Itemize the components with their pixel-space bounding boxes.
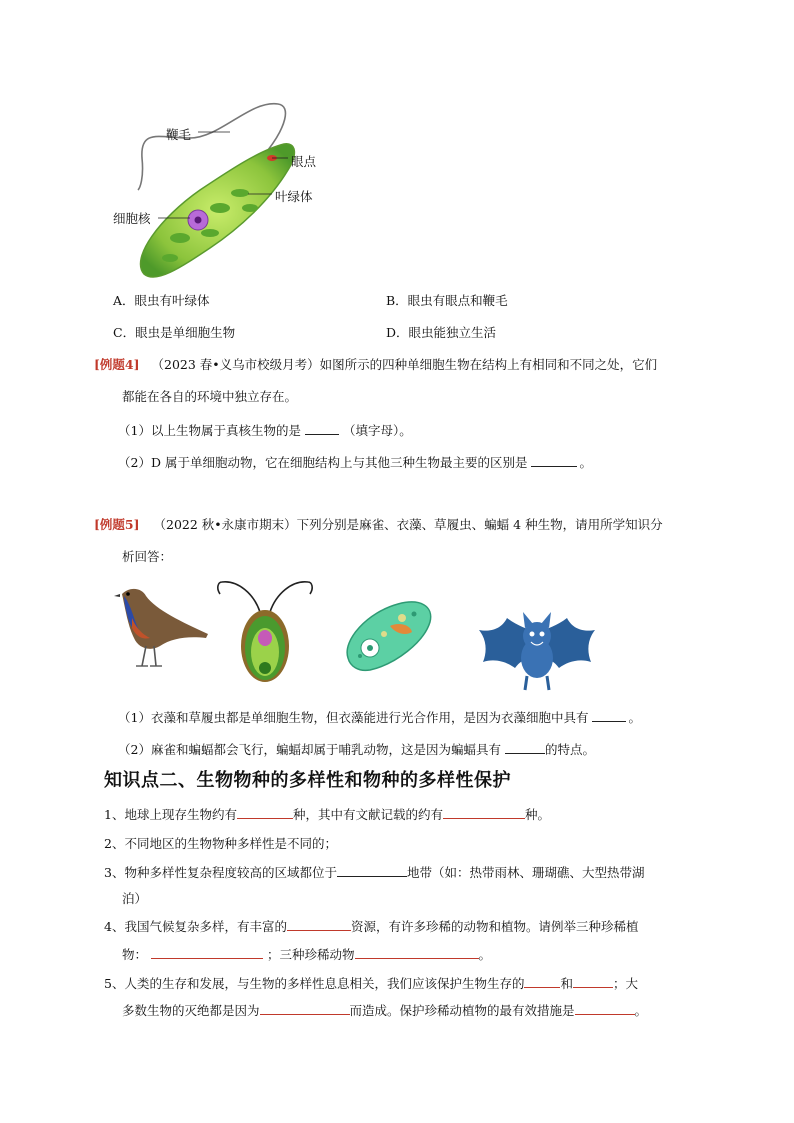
paramecium-image xyxy=(340,596,436,676)
point-5-cont: 多数生物的灭绝都是因为 而造成。保护珍稀动植物的最有效措施是 。 xyxy=(122,1003,648,1018)
example4-q1: （1）以上生物属于真核生物的是 （填字母）。 xyxy=(118,423,412,438)
point-5-blank-2[interactable] xyxy=(573,975,613,988)
bat-image xyxy=(477,606,597,694)
example5-stem-text: （2022 秋•永康市期末）下列分别是麻雀、衣藻、草履虫、蝙蝠 4 种生物，请用所学知识分 xyxy=(153,517,663,532)
option-d: D．眼虫能独立生活 xyxy=(386,325,497,340)
flagellum-label: 鞭毛 xyxy=(166,127,192,142)
nucleus-label: 细胞核 xyxy=(113,211,151,226)
eyespot-label: 眼点 xyxy=(291,154,317,169)
point-5-blank-1[interactable] xyxy=(524,975,560,988)
example5-stem-line2: 析回答： xyxy=(122,549,173,564)
point-4-blank-2[interactable] xyxy=(151,946,263,959)
option-a: A．眼虫有叶绿体 xyxy=(113,293,210,308)
example4-q1-blank[interactable] xyxy=(305,422,339,435)
example5-q2-blank[interactable] xyxy=(505,741,545,754)
chloroplast-label: 叶绿体 xyxy=(275,189,313,204)
point-1-blank-2[interactable] xyxy=(443,806,525,819)
point-2: 2、不同地区的生物物种多样性是不同的； xyxy=(104,836,337,851)
example4-tag: [例题4] xyxy=(94,357,140,372)
point-1-blank-1[interactable] xyxy=(237,806,293,819)
example4-q2: （2）D 属于单细胞动物，它在细胞结构上与其他三种生物最主要的区别是 。 xyxy=(118,455,592,470)
example5-q2: （2）麻雀和蝙蝠都会飞行，蝙蝠却属于哺乳动物，这是因为蝙蝠具有 的特点。 xyxy=(118,742,595,757)
point-4-cont: 物： ；三种珍稀动物 。 xyxy=(122,947,492,962)
option-b: B．眼虫有眼点和鞭毛 xyxy=(386,293,508,308)
point-1: 1、地球上现存生物约有 种，其中有文献记载的约有 种。 xyxy=(104,807,550,822)
example4-stem-text: （2023 春•义乌市校级月考）如图所示的四种单细胞生物在结构上有相同和不同之处，它们 xyxy=(151,357,658,372)
example4-q2-blank[interactable] xyxy=(531,454,577,467)
point-4-blank-3[interactable] xyxy=(355,946,479,959)
example5-stem xyxy=(94,517,663,532)
example5-tag: [例题5] xyxy=(94,517,140,532)
sparrow-image xyxy=(112,582,212,674)
option-c: C．眼虫是单细胞生物 xyxy=(113,325,236,340)
example5-q1-blank[interactable] xyxy=(592,709,626,722)
example4-stem xyxy=(94,357,657,372)
section-title: 知识点二、生物物种的多样性和物种的多样性保护 xyxy=(104,770,511,791)
point-3-blank[interactable] xyxy=(337,864,407,877)
point-5-blank-4[interactable] xyxy=(575,1002,635,1015)
point-3-cont: 泊） xyxy=(122,891,148,906)
example5-q1: （1）衣藻和草履虫都是单细胞生物，但衣藻能进行光合作用，是因为衣藻细胞中具有 。 xyxy=(118,710,641,725)
chlamydomonas-image xyxy=(214,574,316,686)
point-5: 5、人类的生存和发展，与生物的多样性息息相关，我们应该保护生物生存的 和 ；大 xyxy=(104,976,638,991)
point-4-blank-1[interactable] xyxy=(287,918,351,931)
point-3: 3、物种多样性复杂程度较高的区域都位于 地带（如：热带雨林、珊瑚礁、大型热带湖 xyxy=(104,865,645,880)
example4-stem-line2: 都能在各自的环境中独立存在。 xyxy=(122,389,298,404)
point-4: 4、我国气候复杂多样，有丰富的 资源，有许多珍稀的动物和植物。请例举三种珍稀植 xyxy=(104,919,639,934)
point-5-blank-3[interactable] xyxy=(260,1002,350,1015)
